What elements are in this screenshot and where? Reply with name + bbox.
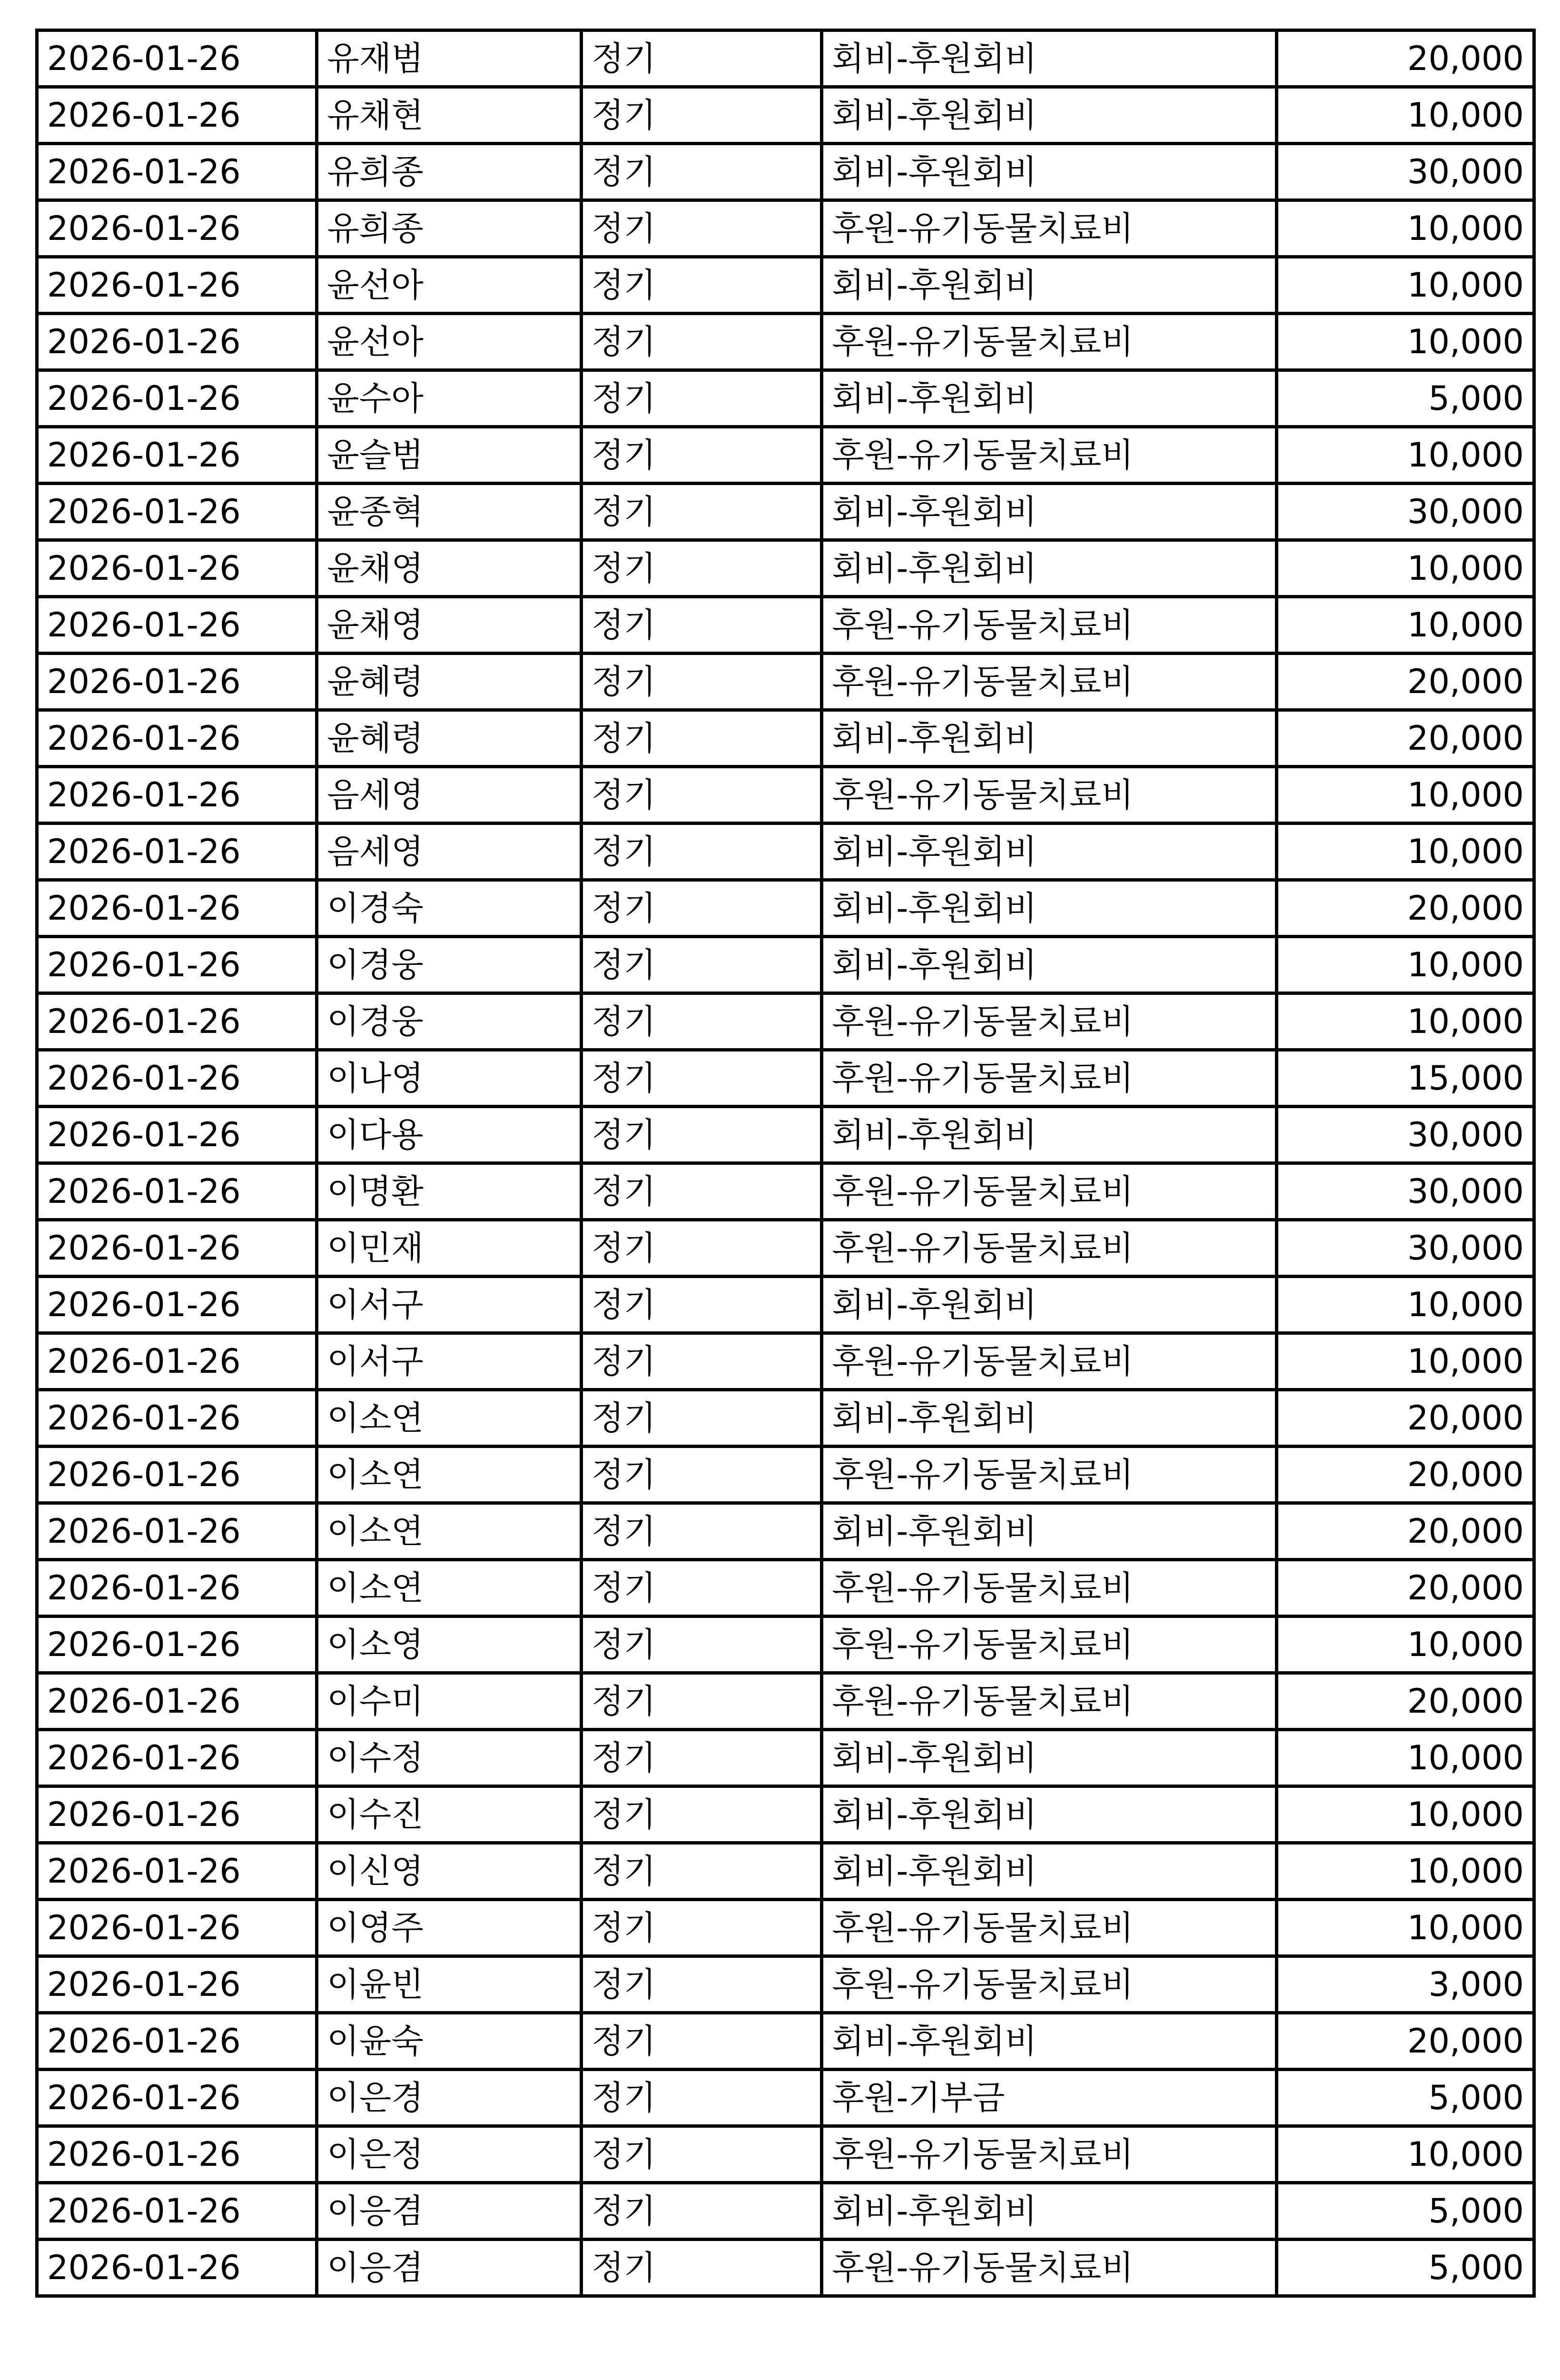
- date-cell: 2026-01-26: [37, 1390, 317, 1447]
- amount-cell: 10,000: [1277, 1786, 1534, 1843]
- table-row: [37, 2240, 1534, 2296]
- date-cell: 2026-01-26: [37, 1050, 317, 1107]
- category-cell: 회비-후원회비: [822, 1277, 1277, 1333]
- category-cell: 후원-유기동물치료비: [822, 2240, 1277, 2296]
- category-cell: 회비-후원회비: [822, 87, 1277, 144]
- type-cell: 정기: [582, 1277, 822, 1333]
- name-cell: 이은경: [317, 2070, 582, 2126]
- name-cell: 윤슬범: [317, 427, 582, 484]
- type-cell: 정기: [582, 370, 822, 427]
- amount-cell: 30,000: [1277, 1220, 1534, 1277]
- date-cell: 2026-01-26: [37, 1956, 317, 2013]
- type-cell: 정기: [582, 1730, 822, 1786]
- category-cell: 회비-후원회비: [822, 370, 1277, 427]
- table-row: [37, 1730, 1534, 1786]
- category-cell: 후원-유기동물치료비: [822, 1163, 1277, 1220]
- name-cell: 유희종: [317, 200, 582, 257]
- category-cell: 후원-유기동물치료비: [822, 2126, 1277, 2183]
- date-cell: 2026-01-26: [37, 710, 317, 767]
- table-row: [37, 1956, 1534, 2013]
- table-row: [37, 1390, 1534, 1447]
- table-row: [37, 710, 1534, 767]
- name-cell: 윤혜령: [317, 654, 582, 710]
- category-cell: 후원-유기동물치료비: [822, 1333, 1277, 1390]
- table-row: [37, 1673, 1534, 1730]
- name-cell: 이소연: [317, 1447, 582, 1503]
- type-cell: 정기: [582, 1673, 822, 1730]
- table-row: [37, 993, 1534, 1050]
- amount-cell: 30,000: [1277, 144, 1534, 200]
- amount-cell: 20,000: [1277, 1503, 1534, 1560]
- type-cell: 정기: [582, 880, 822, 937]
- category-cell: 후원-유기동물치료비: [822, 767, 1277, 823]
- amount-cell: 20,000: [1277, 1390, 1534, 1447]
- name-cell: 이명환: [317, 1163, 582, 1220]
- table-row: [37, 597, 1534, 654]
- date-cell: 2026-01-26: [37, 370, 317, 427]
- date-cell: 2026-01-26: [37, 1673, 317, 1730]
- name-cell: 윤종혁: [317, 484, 582, 540]
- amount-cell: 10,000: [1277, 87, 1534, 144]
- category-cell: 후원-유기동물치료비: [822, 1956, 1277, 2013]
- category-cell: 후원-유기동물치료비: [822, 1616, 1277, 1673]
- category-cell: 후원-유기동물치료비: [822, 1560, 1277, 1616]
- table-row: [37, 1220, 1534, 1277]
- name-cell: 유재범: [317, 30, 582, 87]
- table-row: [37, 314, 1534, 370]
- category-cell: 회비-후원회비: [822, 144, 1277, 200]
- table-row: [37, 1503, 1534, 1560]
- date-cell: 2026-01-26: [37, 1163, 317, 1220]
- table-row: [37, 1163, 1534, 1220]
- name-cell: 음세영: [317, 767, 582, 823]
- amount-cell: 10,000: [1277, 823, 1534, 880]
- type-cell: 정기: [582, 1843, 822, 1900]
- category-cell: 후원-유기동물치료비: [822, 1220, 1277, 1277]
- date-cell: 2026-01-26: [37, 1277, 317, 1333]
- ledger-body: [37, 30, 1534, 2296]
- type-cell: 정기: [582, 1447, 822, 1503]
- category-cell: 회비-후원회비: [822, 540, 1277, 597]
- name-cell: 윤채영: [317, 540, 582, 597]
- type-cell: 정기: [582, 767, 822, 823]
- table-row: [37, 2013, 1534, 2070]
- name-cell: 이은정: [317, 2126, 582, 2183]
- date-cell: 2026-01-26: [37, 87, 317, 144]
- table-row: [37, 30, 1534, 87]
- table-row: [37, 370, 1534, 427]
- type-cell: 정기: [582, 87, 822, 144]
- name-cell: 이수미: [317, 1673, 582, 1730]
- category-cell: 후원-유기동물치료비: [822, 1447, 1277, 1503]
- date-cell: 2026-01-26: [37, 2070, 317, 2126]
- date-cell: 2026-01-26: [37, 2183, 317, 2240]
- date-cell: 2026-01-26: [37, 597, 317, 654]
- date-cell: 2026-01-26: [37, 1900, 317, 1956]
- name-cell: 음세영: [317, 823, 582, 880]
- name-cell: 이신영: [317, 1843, 582, 1900]
- amount-cell: 20,000: [1277, 2013, 1534, 2070]
- amount-cell: 10,000: [1277, 1900, 1534, 1956]
- category-cell: 회비-후원회비: [822, 1843, 1277, 1900]
- date-cell: 2026-01-26: [37, 2013, 317, 2070]
- date-cell: 2026-01-26: [37, 2126, 317, 2183]
- type-cell: 정기: [582, 1050, 822, 1107]
- name-cell: 이소연: [317, 1503, 582, 1560]
- type-cell: 정기: [582, 597, 822, 654]
- type-cell: 정기: [582, 2183, 822, 2240]
- date-cell: 2026-01-26: [37, 540, 317, 597]
- type-cell: 정기: [582, 937, 822, 993]
- category-cell: 회비-후원회비: [822, 1786, 1277, 1843]
- date-cell: 2026-01-26: [37, 993, 317, 1050]
- amount-cell: 10,000: [1277, 1843, 1534, 1900]
- category-cell: 회비-후원회비: [822, 1503, 1277, 1560]
- name-cell: 이경웅: [317, 993, 582, 1050]
- date-cell: 2026-01-26: [37, 1447, 317, 1503]
- name-cell: 이응겸: [317, 2240, 582, 2296]
- table-row: [37, 2126, 1534, 2183]
- date-cell: 2026-01-26: [37, 937, 317, 993]
- type-cell: 정기: [582, 144, 822, 200]
- category-cell: 후원-유기동물치료비: [822, 597, 1277, 654]
- amount-cell: 10,000: [1277, 993, 1534, 1050]
- type-cell: 정기: [582, 427, 822, 484]
- table-row: [37, 1107, 1534, 1163]
- table-row: [37, 823, 1534, 880]
- amount-cell: 30,000: [1277, 1107, 1534, 1163]
- table-row: [37, 937, 1534, 993]
- category-cell: 후원-유기동물치료비: [822, 654, 1277, 710]
- table-row: [37, 1786, 1534, 1843]
- amount-cell: 20,000: [1277, 710, 1534, 767]
- amount-cell: 10,000: [1277, 257, 1534, 314]
- type-cell: 정기: [582, 1220, 822, 1277]
- type-cell: 정기: [582, 1956, 822, 2013]
- amount-cell: 10,000: [1277, 314, 1534, 370]
- category-cell: 후원-유기동물치료비: [822, 993, 1277, 1050]
- table-row: [37, 484, 1534, 540]
- type-cell: 정기: [582, 1786, 822, 1843]
- amount-cell: 20,000: [1277, 1673, 1534, 1730]
- category-cell: 후원-유기동물치료비: [822, 427, 1277, 484]
- table-row: [37, 200, 1534, 257]
- date-cell: 2026-01-26: [37, 30, 317, 87]
- category-cell: 회비-후원회비: [822, 937, 1277, 993]
- category-cell: 회비-후원회비: [822, 710, 1277, 767]
- category-cell: 회비-후원회비: [822, 484, 1277, 540]
- amount-cell: 20,000: [1277, 1447, 1534, 1503]
- type-cell: 정기: [582, 1333, 822, 1390]
- date-cell: 2026-01-26: [37, 1843, 317, 1900]
- amount-cell: 20,000: [1277, 1560, 1534, 1616]
- date-cell: 2026-01-26: [37, 257, 317, 314]
- table-row: [37, 540, 1534, 597]
- category-cell: 회비-후원회비: [822, 1107, 1277, 1163]
- amount-cell: 15,000: [1277, 1050, 1534, 1107]
- date-cell: 2026-01-26: [37, 144, 317, 200]
- name-cell: 이민재: [317, 1220, 582, 1277]
- name-cell: 이소영: [317, 1616, 582, 1673]
- name-cell: 윤채영: [317, 597, 582, 654]
- amount-cell: 20,000: [1277, 880, 1534, 937]
- date-cell: 2026-01-26: [37, 1560, 317, 1616]
- table-row: [37, 767, 1534, 823]
- category-cell: 회비-후원회비: [822, 1390, 1277, 1447]
- name-cell: 이윤숙: [317, 2013, 582, 2070]
- name-cell: 윤선아: [317, 257, 582, 314]
- amount-cell: 5,000: [1277, 370, 1534, 427]
- type-cell: 정기: [582, 30, 822, 87]
- name-cell: 이응겸: [317, 2183, 582, 2240]
- amount-cell: 10,000: [1277, 427, 1534, 484]
- name-cell: 이서구: [317, 1333, 582, 1390]
- amount-cell: 3,000: [1277, 1956, 1534, 2013]
- type-cell: 정기: [582, 484, 822, 540]
- type-cell: 정기: [582, 1616, 822, 1673]
- donation-ledger-table: [35, 29, 1536, 2298]
- amount-cell: 10,000: [1277, 1616, 1534, 1673]
- type-cell: 정기: [582, 823, 822, 880]
- type-cell: 정기: [582, 257, 822, 314]
- amount-cell: 10,000: [1277, 767, 1534, 823]
- amount-cell: 10,000: [1277, 1277, 1534, 1333]
- table-row: [37, 1277, 1534, 1333]
- table-row: [37, 654, 1534, 710]
- category-cell: 회비-후원회비: [822, 880, 1277, 937]
- amount-cell: 20,000: [1277, 654, 1534, 710]
- category-cell: 회비-후원회비: [822, 30, 1277, 87]
- amount-cell: 30,000: [1277, 484, 1534, 540]
- name-cell: 이나영: [317, 1050, 582, 1107]
- date-cell: 2026-01-26: [37, 1730, 317, 1786]
- category-cell: 후원-유기동물치료비: [822, 1900, 1277, 1956]
- table-row: [37, 87, 1534, 144]
- type-cell: 정기: [582, 1503, 822, 1560]
- amount-cell: 10,000: [1277, 200, 1534, 257]
- table-row: [37, 1447, 1534, 1503]
- date-cell: 2026-01-26: [37, 314, 317, 370]
- name-cell: 이다용: [317, 1107, 582, 1163]
- name-cell: 이경숙: [317, 880, 582, 937]
- date-cell: 2026-01-26: [37, 1107, 317, 1163]
- amount-cell: 5,000: [1277, 2183, 1534, 2240]
- type-cell: 정기: [582, 1390, 822, 1447]
- name-cell: 이서구: [317, 1277, 582, 1333]
- date-cell: 2026-01-26: [37, 1616, 317, 1673]
- type-cell: 정기: [582, 314, 822, 370]
- category-cell: 회비-후원회비: [822, 823, 1277, 880]
- name-cell: 이소연: [317, 1560, 582, 1616]
- type-cell: 정기: [582, 2013, 822, 2070]
- date-cell: 2026-01-26: [37, 880, 317, 937]
- name-cell: 이영주: [317, 1900, 582, 1956]
- type-cell: 정기: [582, 200, 822, 257]
- name-cell: 이수진: [317, 1786, 582, 1843]
- table-row: [37, 2183, 1534, 2240]
- table-row: [37, 1050, 1534, 1107]
- amount-cell: 20,000: [1277, 30, 1534, 87]
- name-cell: 윤수아: [317, 370, 582, 427]
- name-cell: 윤혜령: [317, 710, 582, 767]
- type-cell: 정기: [582, 1900, 822, 1956]
- category-cell: 회비-후원회비: [822, 2013, 1277, 2070]
- date-cell: 2026-01-26: [37, 1503, 317, 1560]
- date-cell: 2026-01-26: [37, 200, 317, 257]
- amount-cell: 10,000: [1277, 597, 1534, 654]
- table-row: [37, 880, 1534, 937]
- amount-cell: 10,000: [1277, 1333, 1534, 1390]
- amount-cell: 10,000: [1277, 2126, 1534, 2183]
- category-cell: 후원-유기동물치료비: [822, 314, 1277, 370]
- category-cell: 후원-유기동물치료비: [822, 200, 1277, 257]
- date-cell: 2026-01-26: [37, 484, 317, 540]
- date-cell: 2026-01-26: [37, 767, 317, 823]
- table-row: [37, 1900, 1534, 1956]
- amount-cell: 5,000: [1277, 2240, 1534, 2296]
- category-cell: 회비-후원회비: [822, 257, 1277, 314]
- amount-cell: 10,000: [1277, 937, 1534, 993]
- type-cell: 정기: [582, 993, 822, 1050]
- name-cell: 유희종: [317, 144, 582, 200]
- date-cell: 2026-01-26: [37, 1333, 317, 1390]
- category-cell: 후원-유기동물치료비: [822, 1673, 1277, 1730]
- type-cell: 정기: [582, 2240, 822, 2296]
- amount-cell: 10,000: [1277, 1730, 1534, 1786]
- type-cell: 정기: [582, 2126, 822, 2183]
- amount-cell: 5,000: [1277, 2070, 1534, 2126]
- type-cell: 정기: [582, 1107, 822, 1163]
- name-cell: 이소연: [317, 1390, 582, 1447]
- type-cell: 정기: [582, 710, 822, 767]
- date-cell: 2026-01-26: [37, 1786, 317, 1843]
- table-row: [37, 1616, 1534, 1673]
- table-row: [37, 1560, 1534, 1616]
- date-cell: 2026-01-26: [37, 427, 317, 484]
- category-cell: 후원-유기동물치료비: [822, 1050, 1277, 1107]
- table-row: [37, 2070, 1534, 2126]
- date-cell: 2026-01-26: [37, 654, 317, 710]
- type-cell: 정기: [582, 2070, 822, 2126]
- amount-cell: 10,000: [1277, 540, 1534, 597]
- category-cell: 회비-후원회비: [822, 1730, 1277, 1786]
- name-cell: 이수정: [317, 1730, 582, 1786]
- name-cell: 윤선아: [317, 314, 582, 370]
- category-cell: 회비-후원회비: [822, 2183, 1277, 2240]
- name-cell: 유채현: [317, 87, 582, 144]
- name-cell: 이윤빈: [317, 1956, 582, 2013]
- type-cell: 정기: [582, 654, 822, 710]
- amount-cell: 30,000: [1277, 1163, 1534, 1220]
- table-row: [37, 1333, 1534, 1390]
- date-cell: 2026-01-26: [37, 823, 317, 880]
- table-row: [37, 1843, 1534, 1900]
- table-row: [37, 427, 1534, 484]
- table-row: [37, 257, 1534, 314]
- category-cell: 후원-기부금: [822, 2070, 1277, 2126]
- date-cell: 2026-01-26: [37, 1220, 317, 1277]
- type-cell: 정기: [582, 1560, 822, 1616]
- table-row: [37, 144, 1534, 200]
- type-cell: 정기: [582, 1163, 822, 1220]
- type-cell: 정기: [582, 540, 822, 597]
- date-cell: 2026-01-26: [37, 2240, 317, 2296]
- name-cell: 이경웅: [317, 937, 582, 993]
